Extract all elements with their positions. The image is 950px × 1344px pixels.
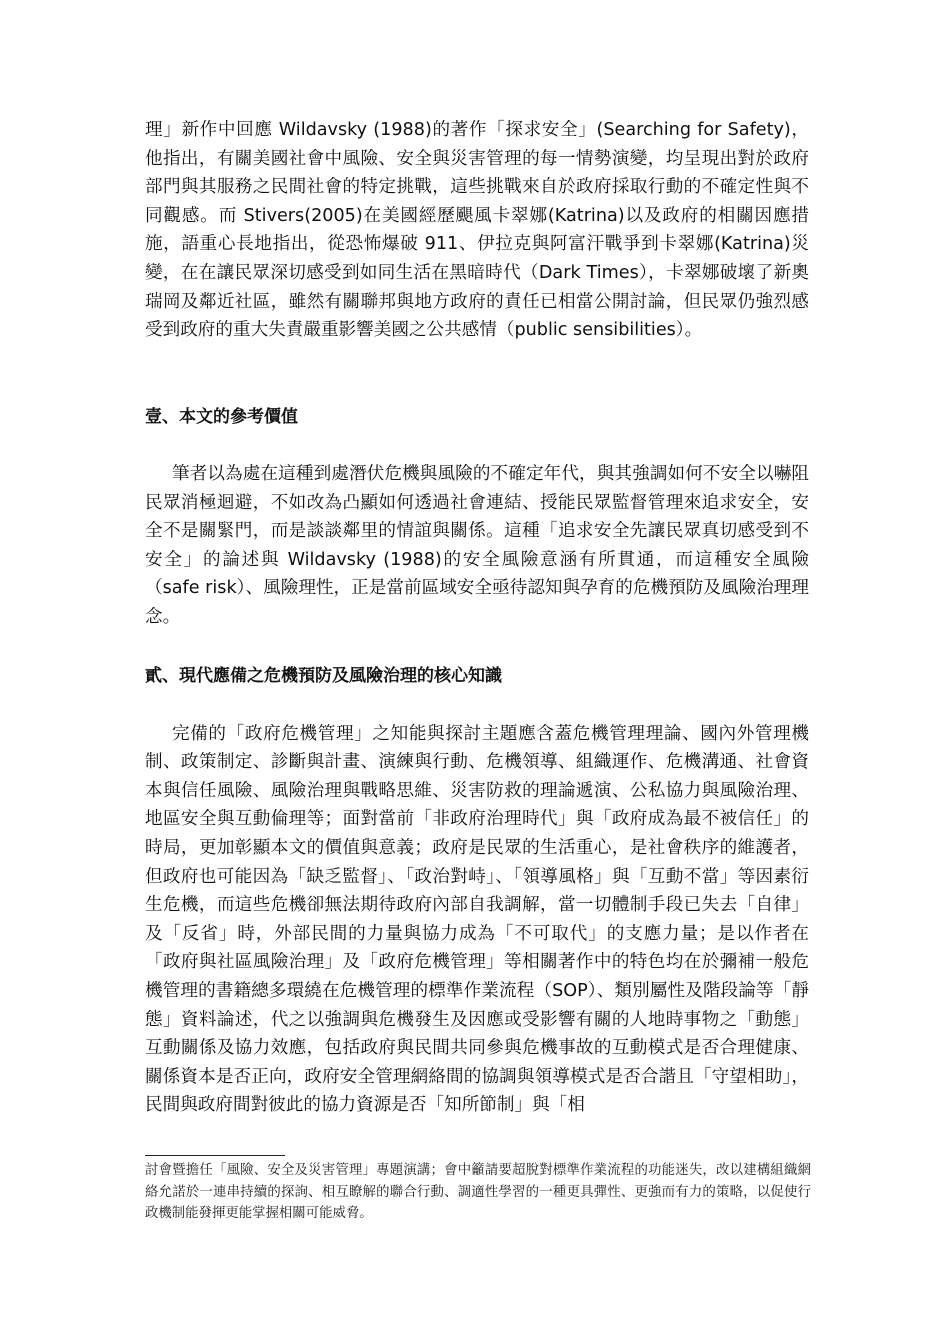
body-paragraph-1: 理」新作中回應 Wildavsky (1988)的著作「探求安全」(Searching for Safety)，他指出，有關美國社會中風險、安全與災害管理的每一情勢演變，均呈現出對於政府部門與其服務之民間社會的特定挑戰，這些挑戰來自於政府採取行動的不確定性與不同觀感。而 Stivers(2005)在美國經歷颶風卡翠娜(Katrina)以及政府的相關因應措施，語重心長地指出，從恐怖爆破 911、伊拉克與阿富汗戰爭到卡翠娜(Katrina)災變，在在讓民眾深切感受到如同生活在黑暗時代（Dark Times），卡翠娜破壞了新奧瑞岡及鄰近社區，雖然有關聯邦與地方政府的責任已相當公開討論，但民眾仍強烈感受到政府的重大失責嚴重影響美國之公共感情（public sensibilities）。 [145,120,809,341]
body-paragraph-3: 完備的「政府危機管理」之知能與探討主題應含蓋危機管理理論、國內外管理機制、政策制定、診斷與計畫、演練與行動、危機領導、組織運作、危機溝通、社會資本與信任風險、風險治理與戰略思維、災害防救的理論遞演、公私協力與風險治理、地區安全與互動倫理等；面對當前「非政府治理時代」與「政府成為最不被信任」的時局，更加彰顯本文的價值與意義；政府是民眾的生活重心，是社會秩序的維護者，但政府也可能因為「缺乏監督」、「政治對峙」、「領導風格」與「互動不當」等因素衍生危機，而這些危機卻無法期待政府內部自我調解，當一切體制手段已失去「自律」及「反省」時，外部民間的力量與協力成為「不可取代」的支應力量；是以作者在「政府與社區風險治理」及「政府危機管理」等相關著作中的特色均在於彌補一般危機管理的書籍總多環繞在危機管理的標準作業流程（SOP）、類別屬性及階段論等「靜態」資料論述，代之以強調與危機發生及因應或受影響有關的人地時事物之「動態」互動關係及協力效應，包括政府與民間共同參與危機事故的互動模式是否合理健康、關係資本是否正向，政府安全管理網絡間的協調與領導模式是否合諧且「守望相助」，民間與政府間對彼此的協力資源是否「知所節制」與「相 [145,723,809,1116]
document-body [145,116,809,1120]
section-heading-1: 壹、本文的參考價值 [145,407,298,427]
section-heading-2: 貳、現代應備之危機預防及風險治理的核心知識 [145,665,502,686]
footnote-text: 討會暨擔任「風險、安全及災害管理」專題演講；會中籲請要超脫對標準作業流程的功能迷失，改以建構組織網絡允諾於一連串持續的探詢、相互瞭解的聯合行動、調適性學習的一種更具彈性、更強而有力的策略，以促使行政機制能發揮更能掌握相關可能威脅。 [145,1163,811,1221]
footnote-divider [145,1155,285,1156]
body-paragraph-2: 筆者以為處在這種到處潛伏危機與風險的不確定年代，與其強調如何不安全以嚇阻民眾消極迴避，不如改為凸顯如何透過社會連結、授能民眾監督管理來追求安全，安全不是關緊門，而是談談鄰里的情誼與關係。這種「追求安全先讓民眾真切感受到不安全」的論述與 Wildavsky (1988)的安全風險意涵有所貫通，而這種安全風險（safe risk）、風險理性，正是當前區域安全亟待認知與孕育的危機預防及風險治理理念。 [145,464,809,627]
